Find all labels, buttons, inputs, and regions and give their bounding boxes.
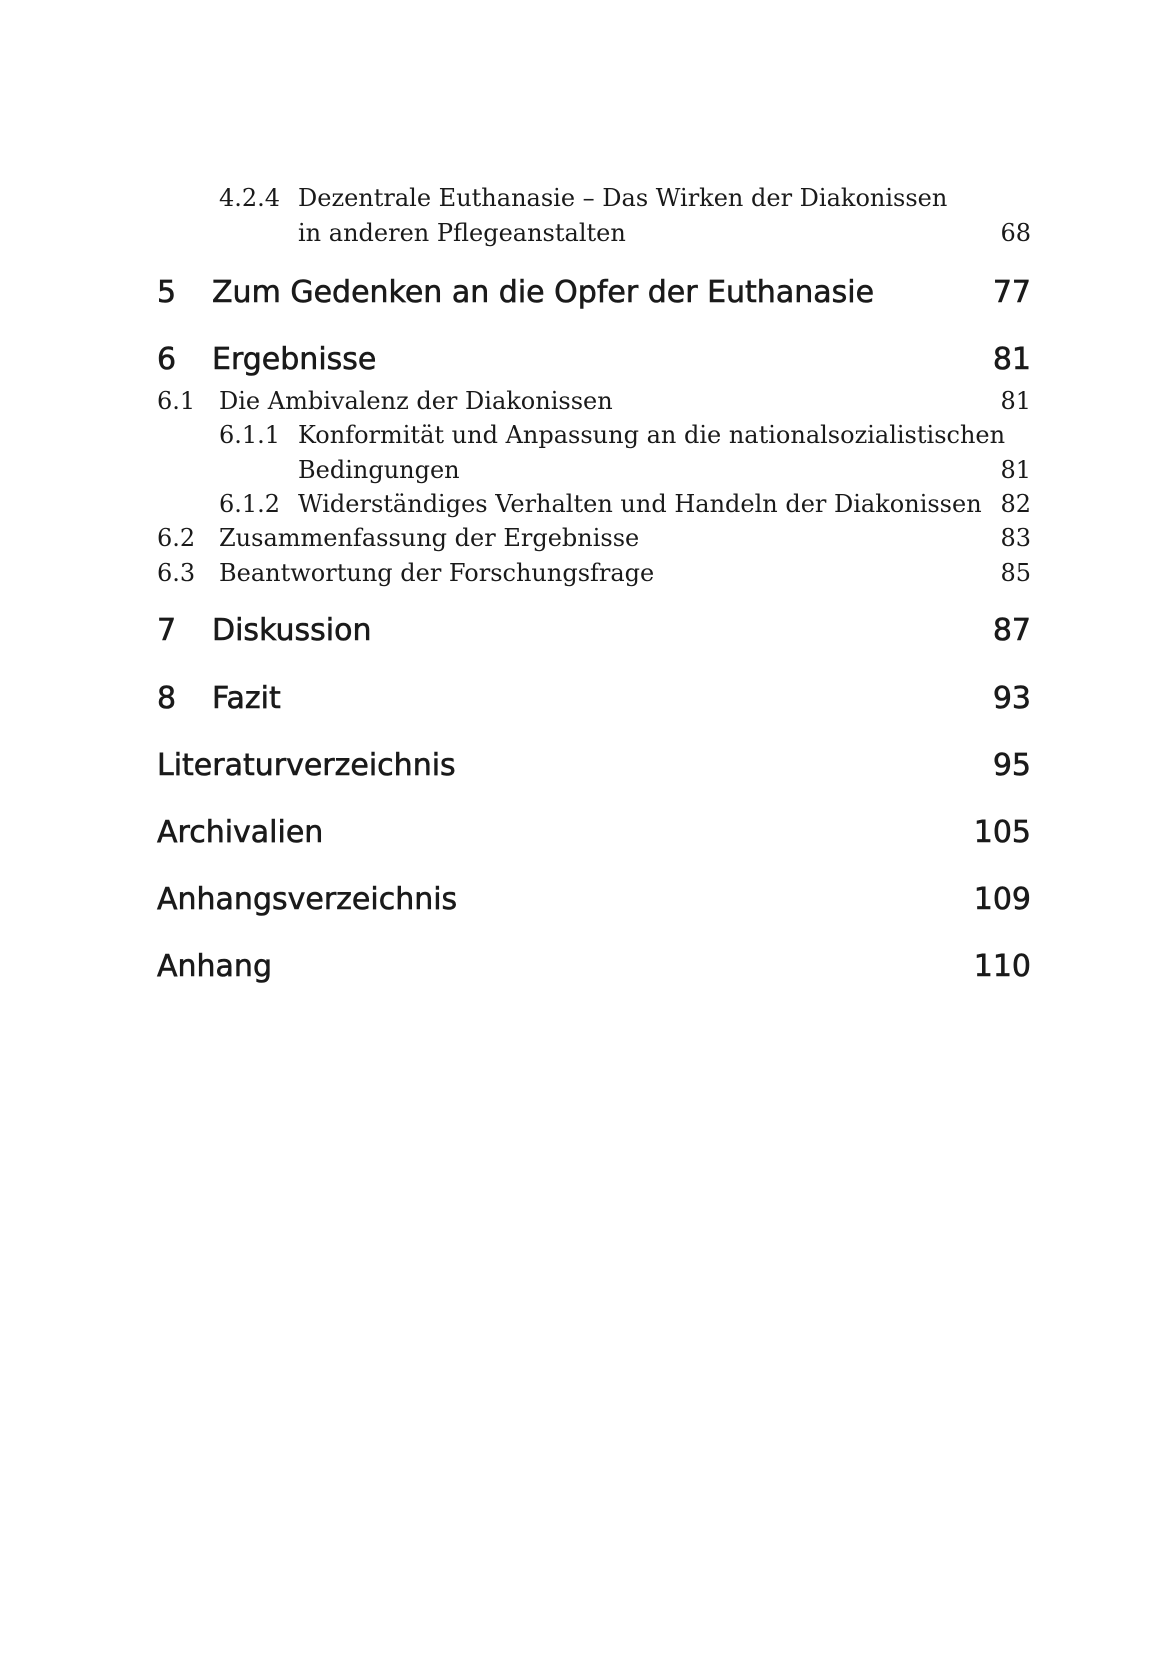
chapter-number: 7 xyxy=(157,613,177,648)
toc-anhangsverzeichnis[interactable] xyxy=(157,878,1031,922)
chapter-title: Literaturverzeichnis xyxy=(157,748,456,783)
section-number: 6.3 xyxy=(157,559,196,587)
chapter-title: Zum Gedenken an die Opfer der Euthanasie xyxy=(212,275,875,310)
toc-chapter-7[interactable] xyxy=(157,609,1031,653)
page-number: 85 xyxy=(1000,559,1031,587)
toc-entry-6-2[interactable] xyxy=(157,520,1031,556)
page-number: 83 xyxy=(1000,524,1031,552)
section-title: Zusammenfassung der Ergebnisse xyxy=(219,524,640,552)
toc-archivalien[interactable] xyxy=(157,811,1031,855)
toc-chapter-6[interactable] xyxy=(157,338,1031,382)
toc-entry-6-1-1-continuation[interactable] xyxy=(157,452,1031,488)
toc-entry-4-2-4-continuation[interactable] xyxy=(157,215,1031,251)
chapter-title: Fazit xyxy=(212,681,281,716)
chapter-title: Anhang xyxy=(157,949,272,984)
page-number: 77 xyxy=(992,275,1031,310)
page-number: 109 xyxy=(973,882,1031,917)
page-number: 95 xyxy=(992,748,1031,783)
page-number: 81 xyxy=(1000,456,1031,484)
page-number: 93 xyxy=(992,681,1031,716)
chapter-title: Ergebnisse xyxy=(212,342,377,377)
toc-entry-6-1-1[interactable] xyxy=(157,417,1031,453)
page-number: 81 xyxy=(992,342,1031,377)
chapter-title: Archivalien xyxy=(157,815,324,850)
section-number: 4.2.4 xyxy=(219,184,281,212)
page-number: 81 xyxy=(1000,387,1031,415)
section-number: 6.2 xyxy=(157,524,196,552)
chapter-number: 5 xyxy=(157,275,177,310)
page-number: 68 xyxy=(1000,219,1031,247)
toc-chapter-8[interactable] xyxy=(157,677,1031,721)
section-title: Beantwortung der Forschungsfrage xyxy=(219,559,655,587)
toc-entry-6-1-2[interactable] xyxy=(157,486,1031,522)
section-title-line-2: in anderen Pflegeanstalten xyxy=(298,219,626,247)
page-number: 87 xyxy=(992,613,1031,648)
chapter-number: 6 xyxy=(157,342,177,377)
toc-entry-6-3[interactable] xyxy=(157,555,1031,591)
page-number: 105 xyxy=(973,815,1031,850)
section-number: 6.1.2 xyxy=(219,490,281,518)
section-title-line-2: Bedingungen xyxy=(298,456,460,484)
chapter-title: Diskussion xyxy=(212,613,372,648)
toc-entry-6-1[interactable] xyxy=(157,383,1031,419)
chapter-title: Anhangsverzeichnis xyxy=(157,882,458,917)
section-title: Die Ambivalenz der Diakonissen xyxy=(219,387,613,415)
page-number: 110 xyxy=(973,949,1031,984)
section-title: Widerständiges Verhalten und Handeln der Diakonissen xyxy=(298,490,982,518)
section-number: 6.1 xyxy=(157,387,196,415)
section-title-line-1: Konformität und Anpassung an die nationalsozialistischen xyxy=(298,421,1006,449)
chapter-number: 8 xyxy=(157,681,177,716)
section-title-line-1: Dezentrale Euthanasie – Das Wirken der Diakonissen xyxy=(298,184,948,212)
section-number: 6.1.1 xyxy=(219,421,281,449)
page-number: 82 xyxy=(1000,490,1031,518)
toc-entry-4-2-4[interactable] xyxy=(157,180,1031,216)
toc-anhang[interactable] xyxy=(157,945,1031,989)
toc-chapter-5[interactable] xyxy=(157,271,1031,315)
toc-literaturverzeichnis[interactable] xyxy=(157,744,1031,788)
